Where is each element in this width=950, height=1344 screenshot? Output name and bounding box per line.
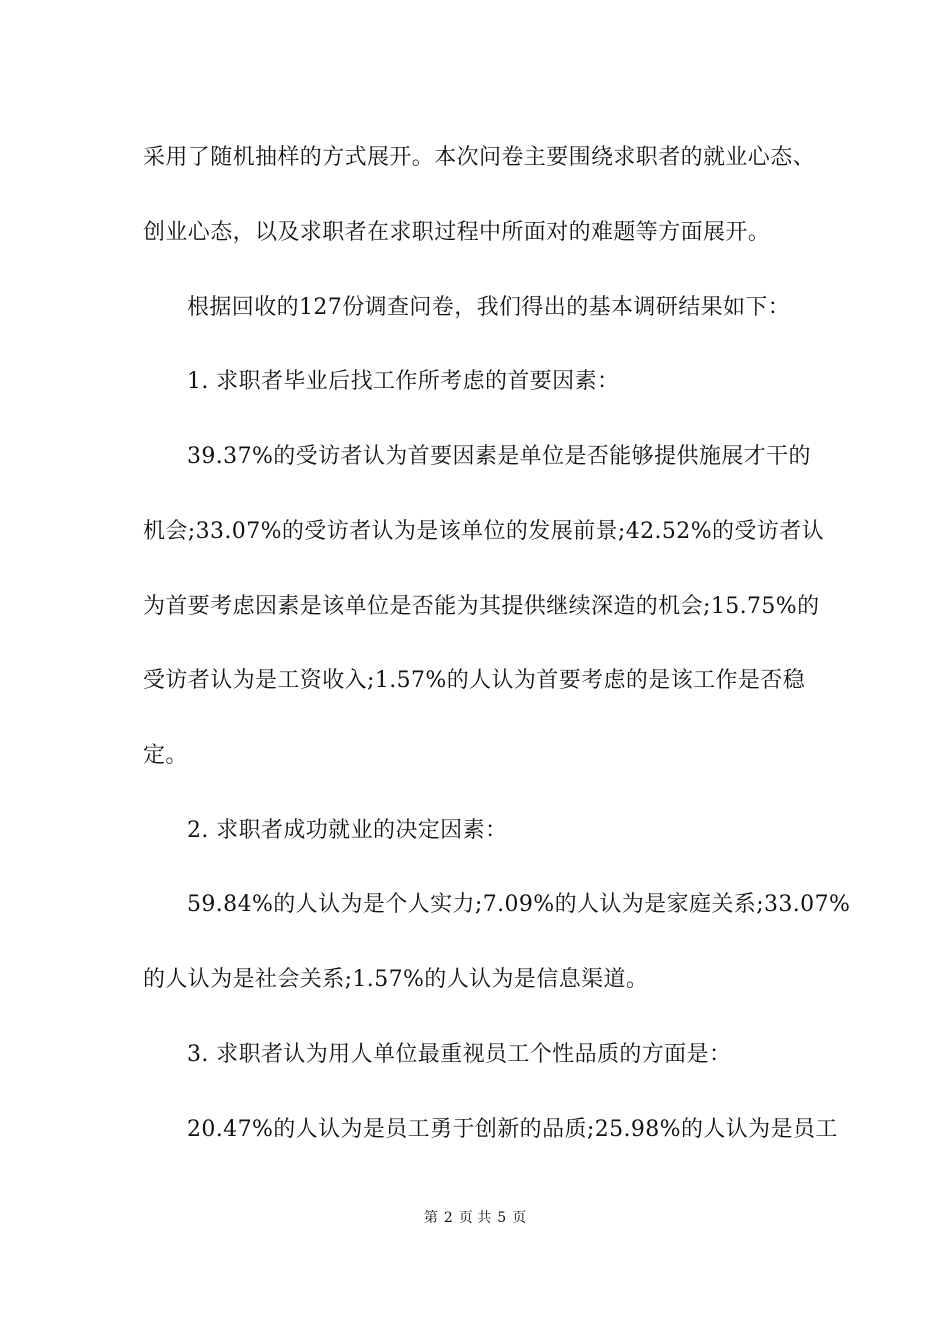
text-line-6: 机会;33.07%的受访者认为是该单位的发展前景;42.52%的受访者认 [143, 519, 824, 544]
text-line-12: 的人认为是社会关系;1.57%的人认为是信息渠道。 [143, 967, 649, 992]
section-heading-3: 3. 求职者认为用人单位最重视员工个性品质的方面是： [187, 1042, 732, 1067]
footer-prefix: 第 [423, 1210, 438, 1226]
section-heading-2: 2. 求职者成功就业的决定因素： [187, 818, 508, 843]
footer-suffix: 页 [512, 1210, 527, 1226]
text-line-5: 39.37%的受访者认为首要因素是单位是否能够提供施展才干的 [187, 444, 811, 469]
footer-total-pages: 5 [497, 1210, 507, 1226]
section-heading-1: 1. 求职者毕业后找工作所考虑的首要因素： [187, 369, 620, 394]
text-line-2: 创业心态，以及求职者在求职过程中所面对的难题等方面展开。 [143, 220, 771, 245]
page-footer [0, 1208, 950, 1228]
text-line-8: 受访者认为是工资收入;1.57%的人认为首要考虑的是该工作是否稳 [143, 668, 806, 693]
text-line-7: 为首要考虑因素是该单位是否能为其提供继续深造的机会;15.75%的 [143, 594, 820, 619]
footer-middle: 页 共 [458, 1210, 492, 1226]
text-line-14: 20.47%的人认为是员工勇于创新的品质;25.98%的人认为是员工 [187, 1117, 838, 1142]
text-line-3: 根据回收的127份调查问卷，我们得出的基本调研结果如下： [187, 295, 791, 320]
footer-current-page: 2 [443, 1210, 453, 1226]
text-line-11: 59.84%的人认为是个人实力;7.09%的人认为是家庭关系;33.07% [187, 892, 851, 917]
text-line-9: 定。 [143, 743, 188, 768]
text-line-1: 采用了随机抽样的方式展开。本次问卷主要围绕求职者的就业心态、 [143, 145, 816, 170]
